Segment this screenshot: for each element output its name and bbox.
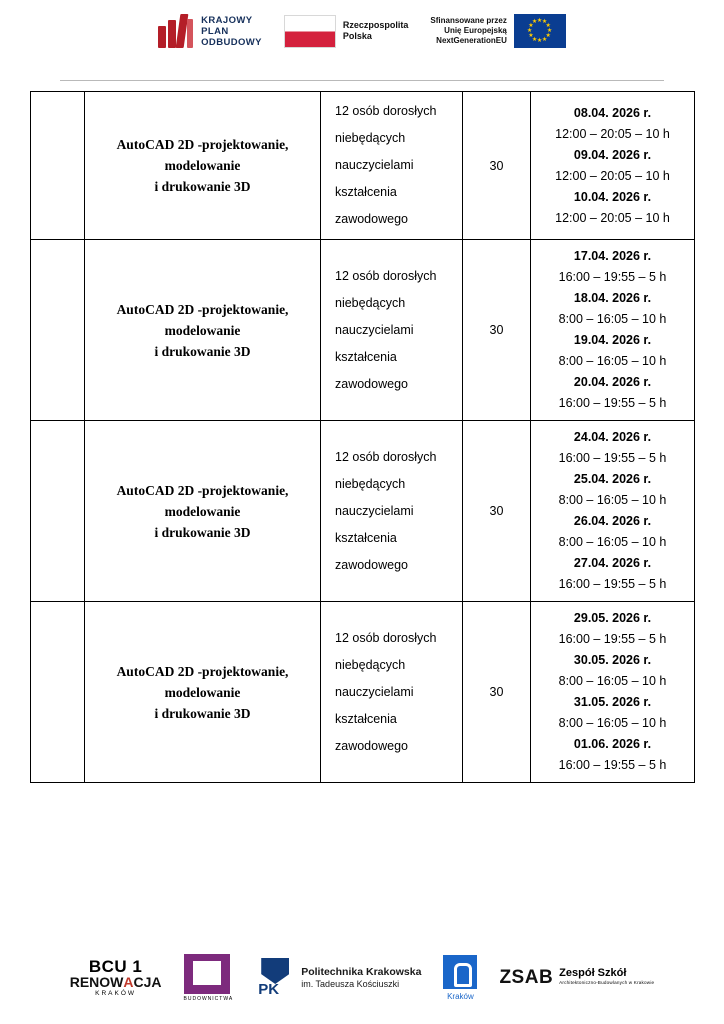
eu-star-icon: ★ [526,28,533,34]
participant-group-cell [321,240,463,421]
eu-star-icon: ★ [536,18,543,24]
participant-group-line: zawodowego [335,738,408,753]
bcu-line-2c: CJA [133,974,162,991]
kpo-logo-text [201,15,262,48]
dates-cell [531,602,695,783]
date-label: 18.04. 2026 r. [573,291,652,305]
course-title-line: modelowanie [164,684,241,700]
eu-logo-text [430,16,506,46]
dates-cell [531,240,695,421]
eu-star-icon: ★ [528,33,534,39]
participant-group-cell [321,602,463,783]
date-hours: 16:00 – 19:55 – 5 h [558,577,667,591]
date-hours: 16:00 – 19:55 – 5 h [558,632,667,646]
dates-cell [531,92,695,240]
zsab-line-1: Zespół Szkół [559,967,627,979]
poland-logo-text [343,20,409,42]
date-label: 30.05. 2026 r. [573,653,652,667]
participant-group-line: kształcenia [335,185,397,199]
pk-monogram: PK [258,981,280,998]
date-label: 10.04. 2026 r. [573,189,652,204]
eu-star-icon: ★ [528,23,534,29]
participant-group-line: nauczycielami [335,684,414,699]
eu-star-icon: ★ [546,28,553,34]
zsab-logo [499,967,654,989]
course-title-line: AutoCAD 2D -projektowanie, [116,663,289,679]
schedule-table [30,91,695,783]
date-label: 09.04. 2026 r. [573,147,652,162]
pk-logo-text [301,966,421,990]
politechnika-krakowska-logo [255,958,421,998]
bcu-line-3: KRAKÓW [95,990,137,998]
pk-line-2: im. Tadeusza Kościuszki [301,979,400,989]
kpo-line-1: KRAJOWY [201,14,253,26]
schedule-table-wrap [0,81,724,783]
participant-group-line: niebędących [335,476,406,491]
participant-group-line: nauczycielami [335,503,414,518]
budownictwa-logo [184,954,234,1002]
pk-shield-icon [255,958,295,998]
bcu-number: 1 [132,957,143,977]
zsab-logo-text [559,968,654,988]
date-label: 08.04. 2026 r. [573,105,652,120]
date-label: 27.04. 2026 r. [573,556,652,570]
table-row [31,602,695,783]
date-hours: 8:00 – 16:05 – 10 h [558,493,667,507]
participant-group-line: 12 osób dorosłych [335,104,437,118]
date-hours: 12:00 – 20:05 – 10 h [555,210,670,225]
hours-count-cell: 30 [463,92,531,240]
eu-star-icon: ★ [545,23,551,29]
eu-logo [430,14,565,48]
date-label: 19.04. 2026 r. [573,333,652,347]
eu-star-icon: ★ [531,19,538,26]
date-hours: 12:00 – 20:05 – 10 h [555,168,670,183]
participant-group-cell [321,421,463,602]
date-hours: 8:00 – 16:05 – 10 h [558,716,667,730]
course-title-line: modelowanie [164,158,241,173]
kpo-bars-icon [158,14,194,48]
eu-line-1: Sfinansowane przez [430,16,507,25]
eu-line-2: Unię Europejską [444,26,507,35]
participant-group-cell [321,92,463,240]
date-hours: 8:00 – 16:05 – 10 h [558,312,667,326]
hours-count-cell: 30 [463,602,531,783]
table-row [31,240,695,421]
table-row [31,421,695,602]
course-title-line: i drukowanie 3D [154,705,251,721]
bcu-line-1: BCU [88,957,128,977]
date-label: 24.04. 2026 r. [573,430,652,444]
header-logo-row [158,14,566,48]
kpo-line-2: PLAN [201,25,229,37]
participant-group-line: kształcenia [335,530,397,545]
date-label: 31.05. 2026 r. [573,695,652,709]
zsab-monogram [499,967,553,989]
participant-group-line: zawodowego [335,557,408,572]
date-label: 29.05. 2026 r. [573,611,652,625]
participant-group-line: zawodowego [335,212,408,226]
course-title-cell [85,92,321,240]
participant-group-line: niebędących [335,295,406,310]
row-index-cell [31,421,85,602]
course-title-line: AutoCAD 2D -projektowanie, [116,301,289,317]
course-title-line: AutoCAD 2D -projektowanie, [116,137,289,152]
bcu-logo-text [70,958,162,998]
course-title-cell [85,602,321,783]
participant-group-line: kształcenia [335,349,397,364]
row-index-cell [31,240,85,421]
eu-star-icon: ★ [545,33,551,39]
hours-count-cell: 30 [463,421,531,602]
eu-line-3: NextGenerationEU [436,36,507,45]
budownictwa-caption: BUDOWNICTWA [183,996,234,1002]
date-label: 20.04. 2026 r. [573,375,652,389]
course-title-line: modelowanie [164,322,241,338]
poland-line-2: Polska [342,31,372,41]
participant-group-line: kształcenia [335,711,397,726]
row-index-cell [31,602,85,783]
participant-group-line: niebędących [335,131,406,145]
kpo-logo [158,14,262,48]
date-hours: 16:00 – 19:55 – 5 h [558,758,667,772]
pk-line-1: Politechnika Krakowska [301,966,422,978]
participant-group-line: niebędących [335,657,406,672]
course-title-line: i drukowanie 3D [154,343,251,359]
date-label: 25.04. 2026 r. [573,472,652,486]
krakow-logo [443,955,477,1001]
budownictwa-mark-icon [184,954,230,994]
zsab-mark-text: ZSAB [499,967,554,988]
eu-star-icon: ★ [531,36,538,43]
participant-group-line: 12 osób dorosłych [335,630,437,645]
date-label: 01.06. 2026 r. [573,737,652,751]
date-hours: 8:00 – 16:05 – 10 h [558,535,667,549]
date-hours: 8:00 – 16:05 – 10 h [558,674,667,688]
date-hours: 16:00 – 19:55 – 5 h [558,451,667,465]
date-label: 17.04. 2026 r. [573,249,652,263]
poland-logo [284,15,409,48]
date-hours: 8:00 – 16:05 – 10 h [558,354,667,368]
date-hours: 12:00 – 20:05 – 10 h [555,126,670,141]
page-footer [0,954,724,1002]
eu-star-icon: ★ [541,36,548,43]
participant-group-line: nauczycielami [335,322,414,337]
poland-flag-icon [284,15,336,48]
bcu-line-2a: RENOW [69,974,124,991]
date-hours: 16:00 – 19:55 – 5 h [558,396,667,410]
participant-group-line: nauczycielami [335,158,414,172]
bcu-logo [70,958,162,998]
table-row [31,92,695,240]
participant-group-line: 12 osób dorosłych [335,268,437,283]
participant-group-line: zawodowego [335,376,408,391]
poland-line-1: Rzeczpospolita [342,20,409,30]
zsab-line-2: Architektoniczno-Budowlanych w Krakowie [559,980,655,985]
eu-star-icon: ★ [541,19,548,26]
date-label: 26.04. 2026 r. [573,514,652,528]
participant-group-line: 12 osób dorosłych [335,449,437,464]
course-title-line: i drukowanie 3D [154,179,251,194]
course-title-cell [85,421,321,602]
krakow-mark-icon [443,955,477,989]
course-title-line: modelowanie [164,503,241,519]
course-title-line: AutoCAD 2D -projektowanie, [116,482,289,498]
page-header [0,0,724,74]
hours-count-cell: 30 [463,240,531,421]
eu-flag-icon [514,14,566,48]
course-title-cell [85,240,321,421]
date-hours: 16:00 – 19:55 – 5 h [558,270,667,284]
eu-star-icon: ★ [536,38,543,44]
dates-cell [531,421,695,602]
course-title-line: i drukowanie 3D [154,524,251,540]
krakow-caption: Kraków [447,992,474,1001]
bcu-line-2b: A [123,974,134,991]
row-index-cell [31,92,85,240]
kpo-line-3: ODBUDOWY [201,36,262,48]
